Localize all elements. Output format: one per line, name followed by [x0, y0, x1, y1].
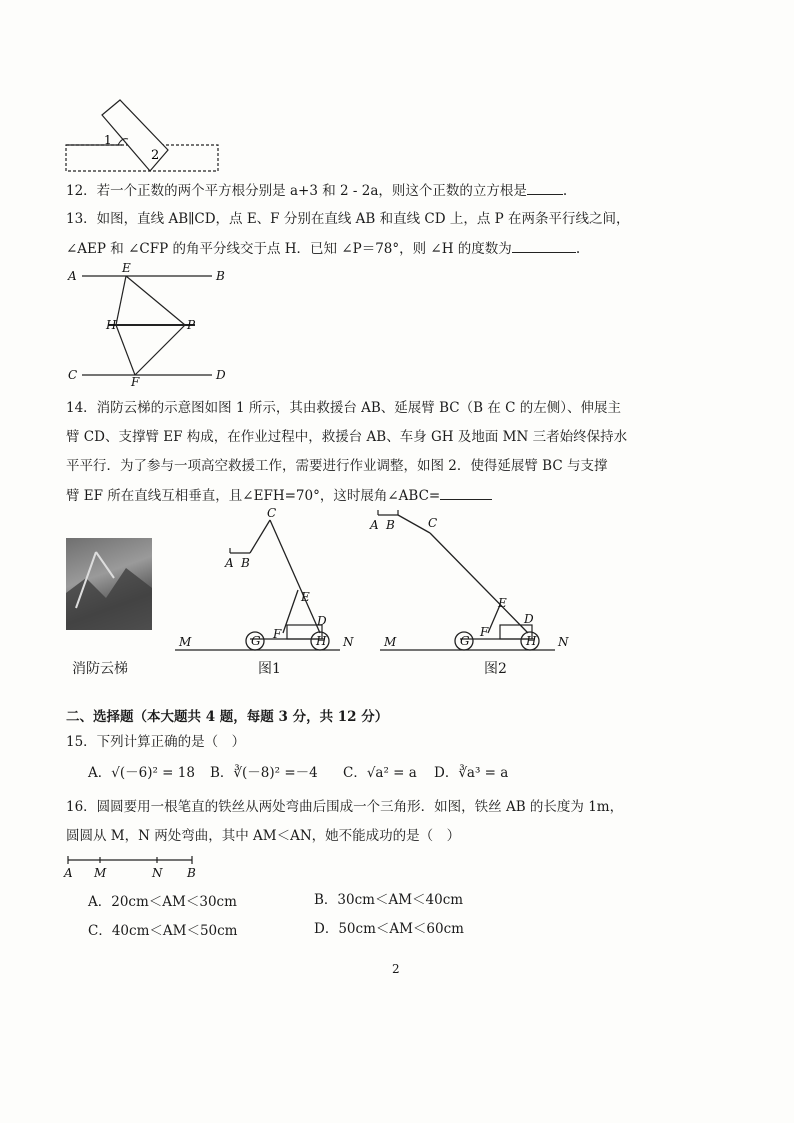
point-E-label: E — [122, 261, 131, 275]
segment-N-label: N — [152, 866, 163, 880]
question-16-line2: 圆圆从 M，N 两处弯曲，其中 AM＜AN，她不能成功的是（ ） — [66, 828, 461, 844]
angle-2-label: 2 — [151, 148, 160, 163]
fig1-E-label: E — [301, 590, 310, 604]
q11-figure — [60, 95, 230, 180]
q16-option-b[interactable]: B．30cm＜AM＜40cm — [314, 892, 464, 908]
fig1-F-label: F — [273, 627, 282, 641]
photo-caption: 消防云梯 — [72, 661, 128, 677]
segment-B-label: B — [187, 866, 196, 880]
q16-option-d[interactable]: D．50cm＜AM＜60cm — [314, 921, 464, 937]
fig1-M-label: M — [179, 635, 192, 649]
question-16-line1: 16．圆圆要用一根笔直的铁丝从两处弯曲后围成一个三角形．如图，铁丝 AB 的长度为 1m， — [66, 799, 624, 815]
q15-option-c[interactable]: C．√a² = a — [343, 765, 417, 781]
q13-answer-blank[interactable] — [512, 238, 576, 253]
segment-A-label: A — [64, 866, 73, 880]
fig1-B-label: B — [241, 556, 250, 570]
question-13-line1: 13．如图，直线 AB∥CD，点 E、F 分别在直线 AB 和直线 CD 上，点 P 在两条平行线之间， — [66, 211, 630, 227]
question-14-line4: 臂 EF 所在直线互相垂直，且∠EFH=70°，这时展角∠ABC= — [66, 485, 492, 506]
point-P-label: P — [187, 318, 196, 332]
fig2-D-label: D — [524, 612, 534, 626]
question-15-stem: 15．下列计算正确的是（ ） — [66, 734, 246, 750]
fig1-H-label: H — [316, 634, 327, 648]
point-A-label: A — [68, 269, 77, 283]
fig2-A-label: A — [370, 518, 379, 532]
section-2-title: 二、选择题（本大题共 4 题，每题 3 分，共 12 分） — [66, 709, 389, 725]
fig2-F-label: F — [480, 625, 489, 639]
fig2-M-label: M — [384, 635, 397, 649]
point-C-label: C — [68, 368, 78, 382]
fig2-C-label: C — [428, 516, 438, 530]
q13-figure — [60, 262, 240, 387]
fig1-C-label: C — [267, 506, 277, 520]
figure-2-caption: 图2 — [484, 661, 507, 677]
fig1-A-label: A — [225, 556, 234, 570]
fig2-B-label: B — [386, 518, 395, 532]
point-D-label: D — [216, 368, 226, 382]
point-H-label: H — [106, 318, 117, 332]
q14-answer-blank[interactable] — [440, 485, 492, 500]
q15-option-b[interactable]: B．∛(－8)² =－4 — [210, 765, 318, 781]
fig2-E-label: E — [498, 596, 507, 610]
fig1-G-label: G — [251, 634, 261, 648]
q14-figure-1 — [175, 505, 365, 655]
page-number: 2 — [392, 962, 400, 976]
question-14-line2: 臂 CD、支撑臂 EF 构成，在作业过程中，救援台 AB、车身 GH 及地面 MN 三者始终保持水 — [66, 429, 628, 445]
point-B-label: B — [216, 269, 225, 283]
q12-answer-blank[interactable] — [527, 180, 563, 195]
question-13-line2: ∠AEP 和 ∠CFP 的角平分线交于点 H．已知 ∠P＝78°，则 ∠H 的度数为 . — [66, 238, 580, 259]
q14-figure-2 — [370, 505, 570, 655]
q15-option-d[interactable]: D．∛a³ = a — [434, 765, 509, 781]
question-14-line1: 14．消防云梯的示意图如图 1 所示，其由救援台 AB、延展臂 BC（B 在 C 的左侧）、伸展主 — [66, 400, 621, 416]
q16-segment-figure — [60, 852, 210, 882]
angle-1-label: 1 — [104, 133, 112, 147]
segment-M-label: M — [94, 866, 107, 880]
fig2-G-label: G — [460, 634, 470, 648]
q16-option-c[interactable]: C．40cm＜AM＜50cm — [88, 923, 238, 939]
fig1-N-label: N — [343, 635, 354, 649]
fire-ladder-photo — [66, 538, 152, 630]
q15-option-a[interactable]: A．√(－6)² = 18 — [88, 765, 195, 781]
fig1-D-label: D — [317, 614, 327, 628]
figure-1-caption: 图1 — [258, 661, 281, 677]
fig2-N-label: N — [558, 635, 569, 649]
point-F-label: F — [131, 375, 140, 389]
fig2-H-label: H — [526, 634, 537, 648]
q16-option-a[interactable]: A．20cm＜AM＜30cm — [88, 894, 237, 910]
question-14-line3: 平平行．为了参与一项高空救援工作，需要进行作业调整，如图 2．使得延展臂 BC 与支撑 — [66, 458, 608, 474]
question-12: 12．若一个正数的两个平方根分别是 a+3 和 2 - 2a，则这个正数的立方根是 . — [66, 180, 567, 201]
